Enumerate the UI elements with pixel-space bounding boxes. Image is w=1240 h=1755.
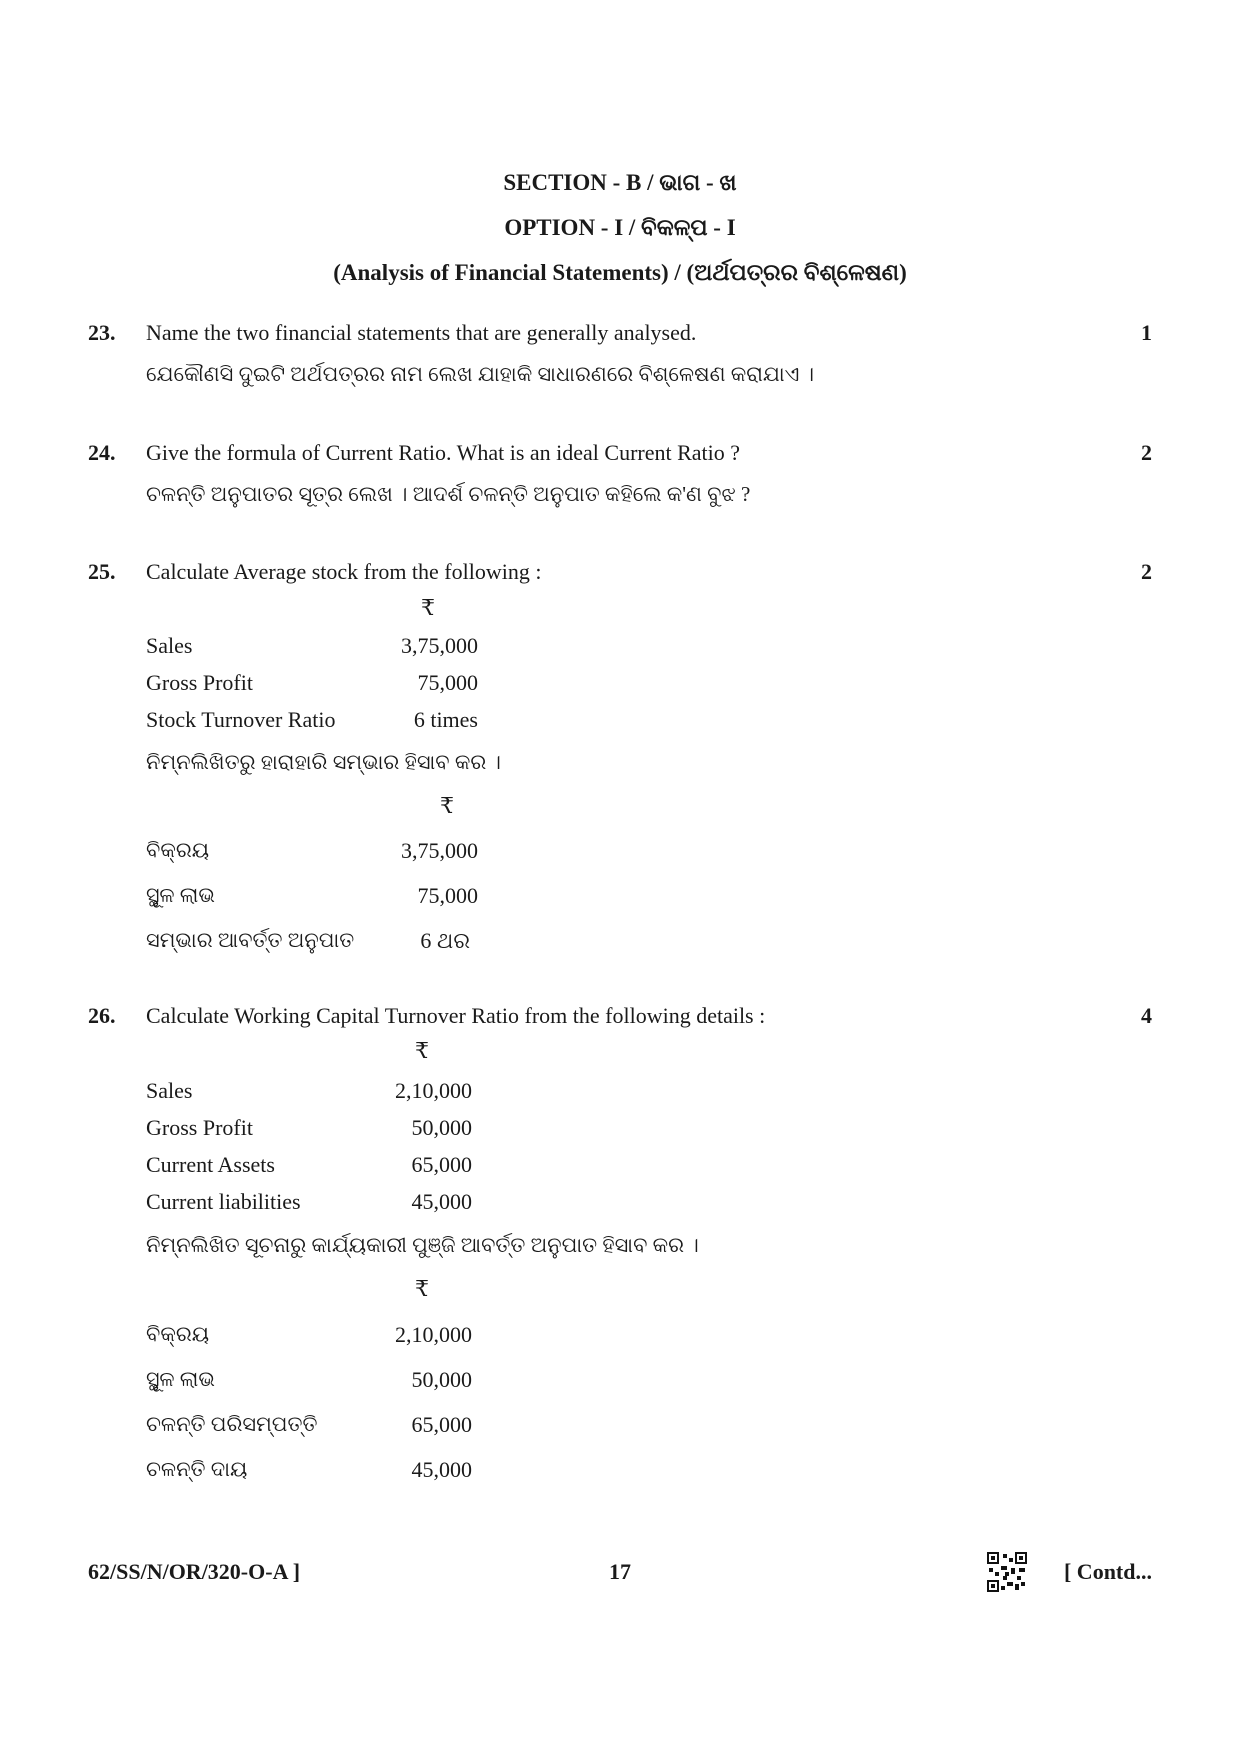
question-text-odia: ନିମ୍ନଲିଖିତ ସୂଚନାରୁ କାର୍ଯ୍ୟକାରୀ ପୁଞ୍ଜି ଆବର୍ତ୍ତ ଅନୁପାତ ହିସାବ କର । [146, 1233, 699, 1257]
data-row-value: 45,000 [411, 1457, 472, 1482]
section-heading: SECTION - B / ଭାଗ - ଖ [503, 170, 737, 195]
data-row-value: 50,000 [411, 1115, 472, 1140]
question-marks: 1 [1141, 320, 1152, 345]
data-row-value: 75,000 [417, 670, 478, 695]
contd-label: [ Contd... [1063, 1559, 1152, 1584]
question-number: 23. [88, 320, 116, 345]
data-row-label: Sales [146, 633, 193, 658]
data-row-value: 3,75,000 [401, 633, 478, 658]
question-number: 26. [88, 1003, 116, 1028]
data-row-label: Current Assets [146, 1152, 275, 1177]
question-number: 25. [88, 559, 116, 584]
question-number: 24. [88, 440, 116, 465]
qr-code-icon [987, 1552, 1027, 1592]
question-text: Name the two financial statements that are generally analysed. [146, 320, 697, 345]
data-row-value: 50,000 [411, 1367, 472, 1392]
data-row-value: 6 ଥର [420, 928, 470, 953]
data-row-value: 65,000 [411, 1412, 472, 1437]
data-row-value: 6 times [413, 707, 478, 732]
data-row-label-odia: ବିକ୍ରୟ [146, 838, 210, 862]
data-row-label-odia: ସ୍ଥୂଳ ଲାଭ [146, 883, 215, 907]
rupee-symbol: ₹ [421, 595, 435, 620]
data-row-label: Gross Profit [146, 670, 253, 695]
question-text-odia: ଚଳନ୍ତି ଅନୁପାତର ସୂତ୍ର ଲେଖ । ଆଦର୍ଶ ଚଳନ୍ତି ଅନୁପାତ କହିଲେ କ'ଣ ବୁଝ ? [146, 482, 751, 506]
question-text: Calculate Working Capital Turnover Ratio from the following details : [146, 1003, 766, 1028]
question-marks: 2 [1141, 559, 1152, 584]
subject-heading: (Analysis of Financial Statements) / (ଅର୍ଥପତ୍ରର ବିଶ୍ଳେଷଣ) [333, 260, 907, 285]
data-row-label-odia: ସମ୍ଭାର ଆବର୍ତ୍ତ ଅନୁପାତ [146, 928, 355, 952]
data-row-label-odia: ସ୍ଥୂଳ ଲାଭ [146, 1367, 215, 1391]
paper-code: 62/SS/N/OR/320-O-A ] [88, 1559, 301, 1584]
data-row-label-odia: ବିକ୍ରୟ [146, 1322, 210, 1346]
question-marks: 2 [1141, 440, 1152, 465]
data-row-label: Stock Turnover Ratio [146, 707, 336, 732]
data-row-value: 75,000 [417, 883, 478, 908]
data-row-label-odia: ଚଳନ୍ତି ଦାୟ [146, 1457, 248, 1481]
option-heading: OPTION - I / ବିକଳ୍ପ - I [504, 215, 736, 240]
page-number: 17 [609, 1559, 631, 1584]
question-text: Calculate Average stock from the following : [146, 559, 542, 584]
data-row-value: 45,000 [411, 1189, 472, 1214]
question-text-odia: ଯେକୌଣସି ଦୁଇଟି ଅର୍ଥପତ୍ରର ନାମ ଲେଖ ଯାହାକି ସାଧାରଣରେ ବିଶ୍ଳେଷଣ କରାଯାଏ । [146, 362, 815, 386]
data-row-value: 3,75,000 [401, 838, 478, 863]
question-marks: 4 [1141, 1003, 1152, 1028]
rupee-symbol: ₹ [415, 1038, 429, 1063]
data-row-value: 2,10,000 [395, 1322, 472, 1347]
data-row-value: 2,10,000 [395, 1078, 472, 1103]
data-row-label-odia: ଚଳନ୍ତି ପରିସମ୍ପତ୍ତି [146, 1412, 318, 1436]
rupee-symbol: ₹ [415, 1276, 429, 1301]
data-row-label: Gross Profit [146, 1115, 253, 1140]
question-text: Give the formula of Current Ratio. What is an ideal Current Ratio ? [146, 440, 741, 465]
rupee-symbol: ₹ [440, 793, 454, 818]
question-text-odia: ନିମ୍ନଲିଖିତରୁ ହାରାହାରି ସମ୍ଭାର ହିସାବ କର । [146, 750, 502, 774]
data-row-label: Sales [146, 1078, 193, 1103]
data-row-label: Current liabilities [146, 1189, 301, 1214]
data-row-value: 65,000 [411, 1152, 472, 1177]
